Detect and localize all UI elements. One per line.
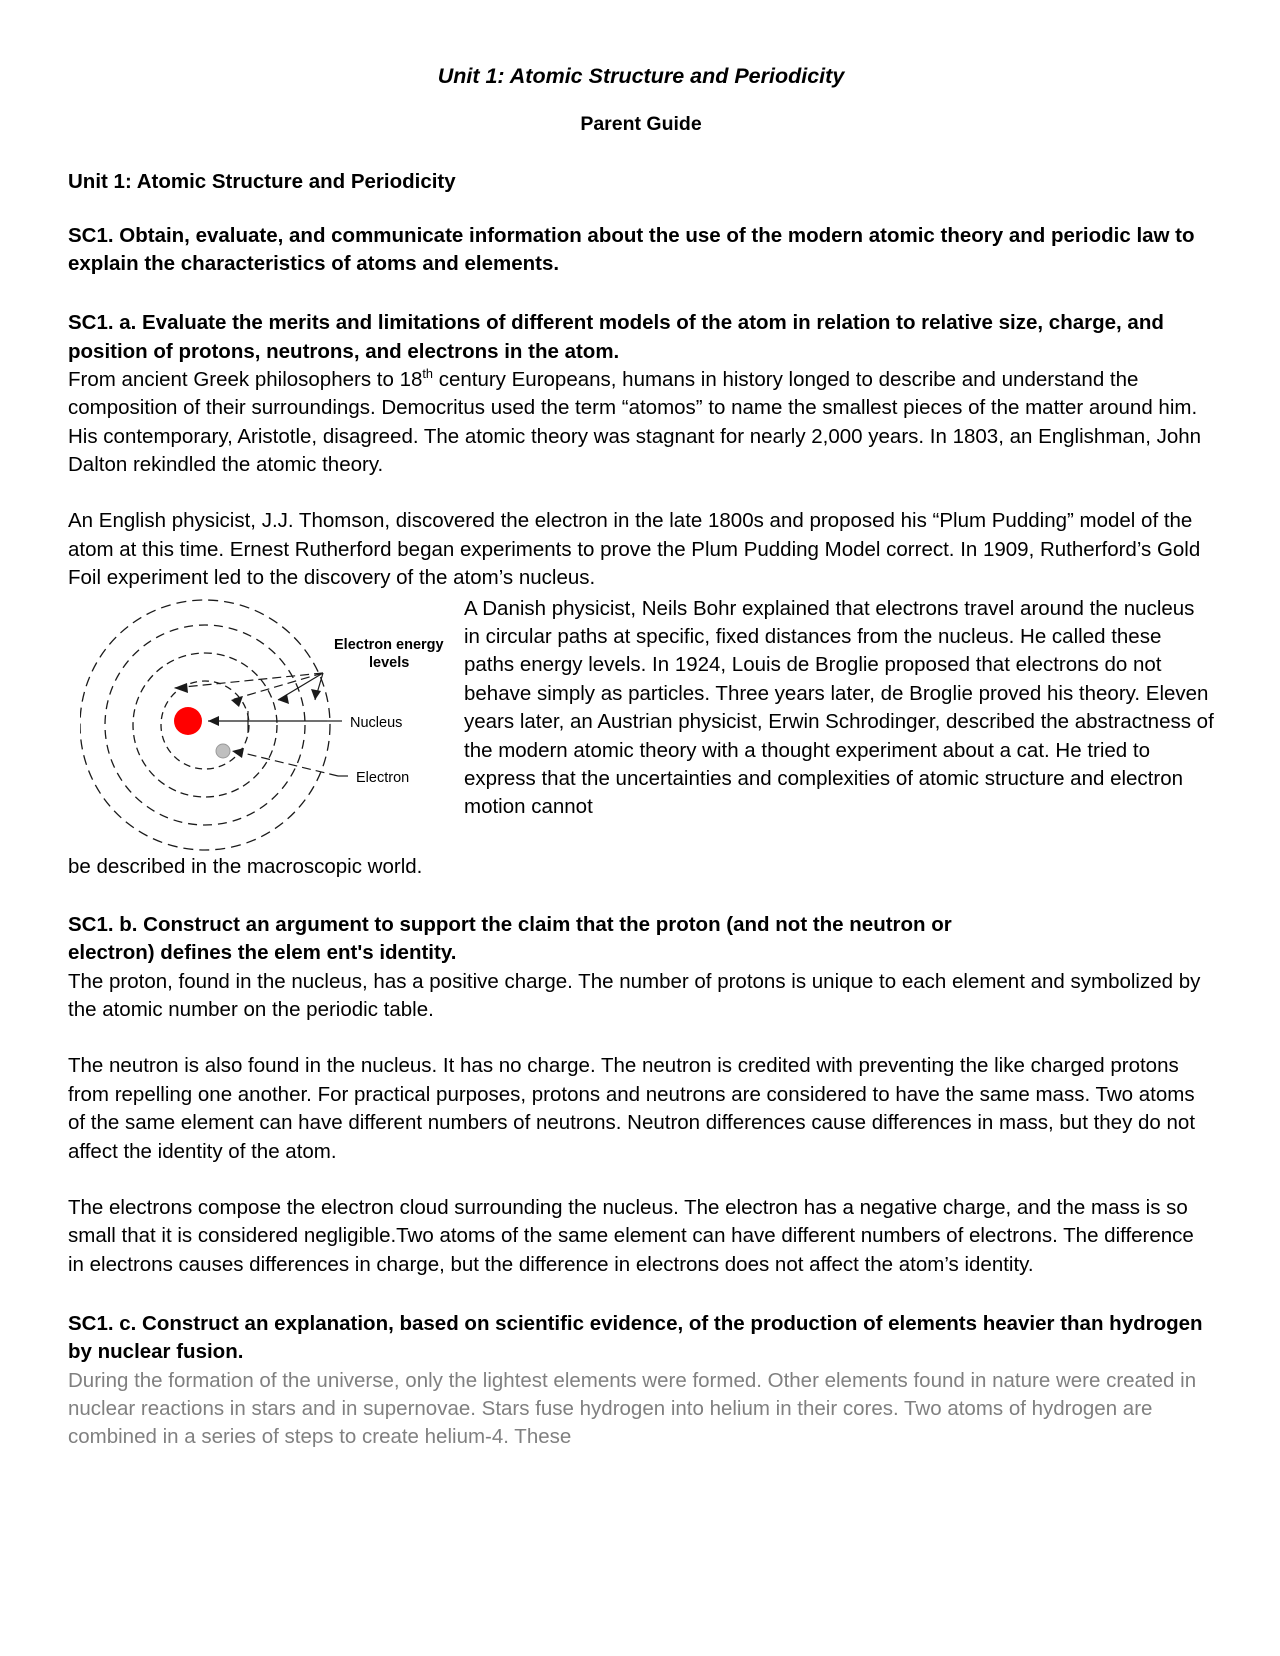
paragraph-electron: The electrons compose the electron cloud surrounding the nucleus. The electron has a negative charge, and the mass is so small that it is considered negligible.Two atoms of the same element can have different numbers of electrons. The difference in electrons causes differences in charge, but the difference in electrons does not affect the atom’s identity. xyxy=(68,1195,1194,1276)
ordinal-suffix: th xyxy=(422,366,433,382)
energy-level-shell-1 xyxy=(161,681,249,769)
electron-arrowhead xyxy=(232,748,244,758)
paragraph-greek-philosophers xyxy=(68,366,1214,480)
paragraph-proton: The proton, found in the nucleus, has a positive charge. The number of protons is unique to each element and symbolized by the atomic number on the periodic table. xyxy=(68,969,1201,1021)
bohr-atom-diagram xyxy=(80,599,458,851)
standard-sc1b-line2: electron) defines the elem ent's identity. xyxy=(68,941,457,965)
bohr-figure-and-text xyxy=(68,595,1214,881)
paragraph-nuclear-fusion: During the formation of the universe, only the lightest elements were formed. Other elements found in nature were created in nuclear reactions in stars and in supernovae. Stars fuse hydrogen into helium in their cores. Two atoms of hydrogen are combined in a series of steps to create helium-4. These xyxy=(68,1368,1197,1449)
standard-sc1b-heading xyxy=(68,911,1214,968)
standard-sc1c-heading: SC1. c. Construct an explanation, based on scientific evidence, of the production of elements heavier than hydrogen by nuclear fusion. xyxy=(68,1312,1203,1364)
paragraph-thomson-rutherford: An English physicist, J.J. Thomson, discovered the electron in the late 1800s and proposed his “Plum Pudding” model of the atom at this time. Ernest Rutherford began experiments to prove the Plum Pudding Model correct. In 1909, Rutherford’s Gold Foil experiment led to the discovery of the atom’s nucleus. xyxy=(68,509,1201,590)
figure-label-energy-levels-line2: levels xyxy=(369,654,410,671)
energy-level-shell-4 xyxy=(80,600,330,850)
standard-sc1b-line1: SC1. b. Construct an argument to support the claim that the proton (and not the neutron or xyxy=(68,913,952,936)
standard-sc1-heading: SC1. Obtain, evaluate, and communicate information about the use of the modern atomic theory and periodic law to explain the characteristics of atoms and elements. xyxy=(68,223,1195,276)
document-title: Unit 1: Atomic Structure and Periodicity xyxy=(437,64,845,88)
energy-level-shell-3 xyxy=(105,625,305,825)
greek-text-part1: From ancient Greek philosophers to 18 xyxy=(68,367,423,391)
energy-level-arrowhead-4 xyxy=(311,689,321,700)
greek-text-part2: century Europeans, humans in history longed to describe and understand the composition of their surroundings. Democritus used the term “atomos” to name the smallest pieces of the matter around him. His contemporary, Aristotle, disagreed. The atomic theory was stagnant for nearly 2,000 years. In 1803, an Englishman, John Dalton rekindled the atomic theory. xyxy=(68,367,1202,477)
figure-label-energy-levels-line1: Electron energy xyxy=(334,636,444,653)
nucleus-dot xyxy=(174,707,202,735)
unit-heading: Unit 1: Atomic Structure and Periodicity xyxy=(68,170,456,194)
paragraph-neutron: The neutron is also found in the nucleus. It has no charge. The neutron is credited with preventing the like charged protons from repelling one another. For practical purposes, protons and neutrons are considered to have the same mass. Two atoms of the same element can have different numbers of neutrons. Neutron differences cause differences in mass, but they do not affect the identity of the atom. xyxy=(68,1054,1196,1163)
energy-level-arrowhead-1 xyxy=(174,683,188,693)
figure-label-electron: Electron xyxy=(356,769,410,786)
figure-label-nucleus: Nucleus xyxy=(350,714,403,731)
energy-level-shell-2 xyxy=(133,653,277,797)
paragraph-bohr-de-broglie: A Danish physicist, Neils Bohr explained that electrons travel around the nucleus in circular paths at specific, fixed distances from the nucleus. He called these paths energy levels. In 1924, Louis de Broglie proposed that electrons do not behave simply as particles. Three years later, de Broglie proved his theory. Eleven years later, an Austrian physicist, Erwin Schrodinger, described the abstractness of the modern atomic theory with a thought experiment about a cat. He tried to express that the uncertainties and complexities of atomic structure and electron motion cannot xyxy=(464,596,1214,819)
energy-level-arrowhead-3 xyxy=(278,694,289,704)
nucleus-arrowhead xyxy=(208,716,219,726)
standard-sc1a-heading: SC1. a. Evaluate the merits and limitations of different models of the atom in relation to relative size, charge, and position of protons, neutrons, and electrons in the atom. xyxy=(68,311,1164,363)
paragraph-bohr-tail: be described in the macroscopic world. xyxy=(68,854,423,878)
document-subtitle: Parent Guide xyxy=(580,113,702,136)
electron-dot xyxy=(216,744,230,758)
electron-leader-line xyxy=(235,751,338,776)
